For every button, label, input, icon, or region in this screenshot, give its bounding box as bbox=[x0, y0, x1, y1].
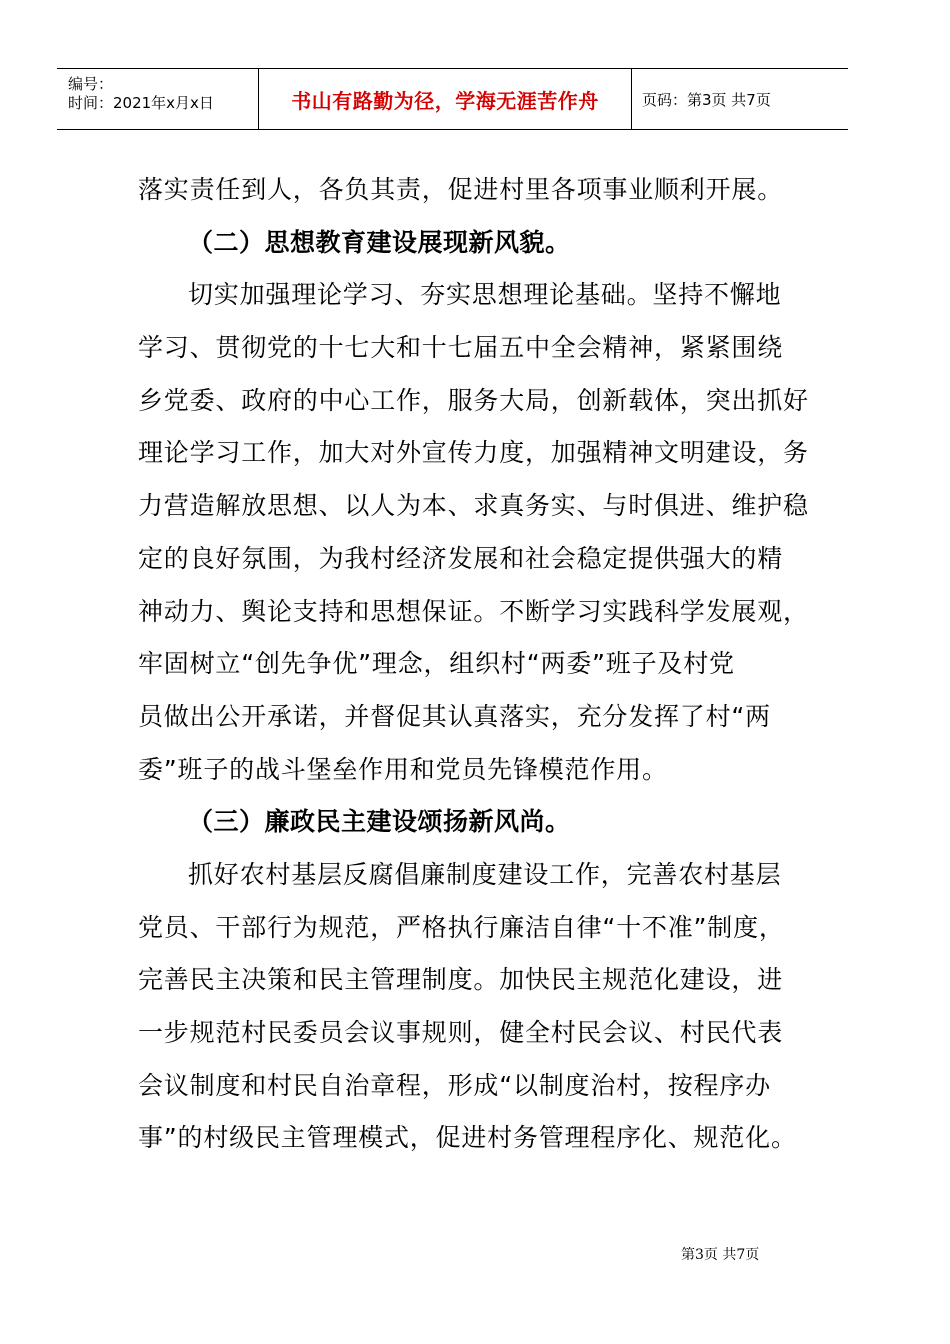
body-line: 牢固树立“创先争优”理念，组织村“两委”班子及村党 bbox=[138, 649, 735, 679]
header-meta-cell bbox=[57, 69, 259, 129]
body-line: 委”班子的战斗堡垒作用和党员先锋模范作用。 bbox=[138, 754, 668, 784]
body-line: 定的良好氛围，为我村经济发展和社会稳定提供强大的精 bbox=[138, 543, 784, 573]
body-line: 员做出公开承诺，并督促其认真落实，充分发挥了村“两 bbox=[138, 701, 771, 731]
document-header bbox=[57, 68, 848, 130]
paragraph-first-line: 切实加强理论学习、夯实思想理论基础。坚持不懈地 bbox=[188, 280, 782, 310]
body-line: 会议制度和村民自治章程，形成“以制度治村，按程序办 bbox=[138, 1070, 771, 1100]
serial-number-label: 编号： bbox=[68, 75, 114, 93]
body-line: 学习、贯彻党的十七大和十七届五中全会精神，紧紧围绕 bbox=[138, 333, 784, 363]
body-line: 党员、干部行为规范，严格执行廉洁自律“十不准”制度， bbox=[138, 912, 785, 942]
body-line: 力营造解放思想、以人为本、求真务实、与时俱进、维护稳 bbox=[138, 491, 809, 521]
footer-page-number: 第3页 共7页 bbox=[681, 1247, 760, 1263]
body-line: 落实责任到人，各负其责，促进村里各项事业顺利开展。 bbox=[138, 175, 784, 204]
body-line: 理论学习工作，加大对外宣传力度，加强精神文明建设，务 bbox=[138, 438, 809, 468]
header-page-cell bbox=[632, 69, 848, 129]
header-page-code: 页码：第3页 共7页 bbox=[642, 90, 771, 109]
header-motto-cell bbox=[259, 69, 632, 129]
body-line: 完善民主决策和民主管理制度。加快民主规范化建设，进 bbox=[138, 965, 784, 995]
document-body bbox=[138, 164, 809, 1165]
body-line: 一步规范村民委员会议事规则，健全村民会议、村民代表 bbox=[138, 1018, 784, 1047]
section-heading: （三）廉政民主建设颂扬新风尚。 bbox=[188, 807, 571, 837]
body-line: 乡党委、政府的中心工作，服务大局，创新载体，突出抓好 bbox=[138, 385, 809, 415]
date-label: 时间：2021年x月x日 bbox=[68, 94, 214, 112]
body-line: 神动力、舆论支持和思想保证。不断学习实践科学发展观， bbox=[138, 596, 809, 626]
body-line: 事”的村级民主管理模式，促进村务管理程序化、规范化。 bbox=[138, 1123, 797, 1153]
section-heading: （二）思想教育建设展现新风貌。 bbox=[188, 227, 571, 257]
paragraph-first-line: 抓好农村基层反腐倡廉制度建设工作，完善农村基层 bbox=[188, 859, 782, 889]
motto-text: 书山有路勤为径，学海无涯苦作舟 bbox=[291, 88, 599, 113]
